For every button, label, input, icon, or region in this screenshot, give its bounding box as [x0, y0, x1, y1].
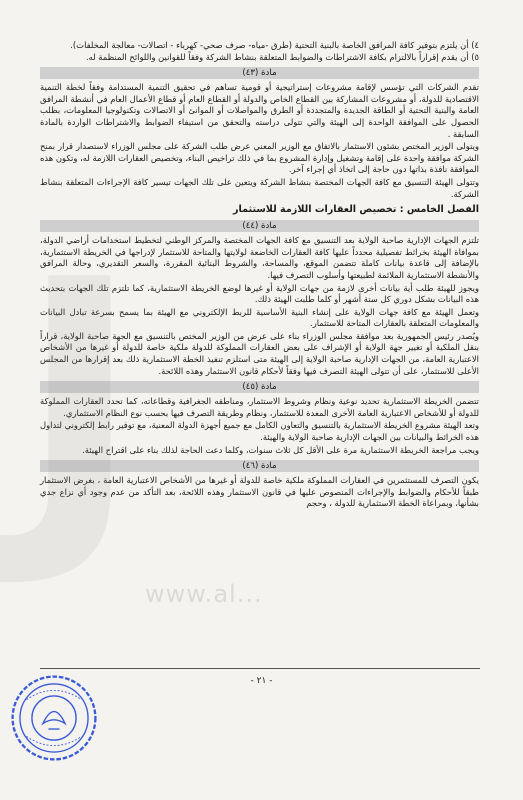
article-heading: مادة (٤٦): [40, 460, 479, 472]
paragraph: وتتولى الهيئة التنسيق مع كافة الجهات المختصة بنشاط الشركة ويتعين على تلك الجهات تيسير كافة الإجراءات المتعلقة بنشاط الشركة.: [40, 176, 479, 199]
paragraph: ويُصدر رئيس الجمهورية بعد موافقة مجلس الوزراء بناء على عرض من الوزير المختص بالتنسيق مع الجهة صاحبة الولاية، قراراً بنقل الملكية أو تغيير جهة الولاية أو الإشراف على بعض العقارات المملوكة للدولة ملكية خاصة للدولة أو غيرها من الأشخاص الاعتبارية العامة، من الجهات الإدارية صاحبة الولاية إلى الهيئة متى استلزم تنفيذ الخطة الاستثمارية ذلك بعد إقرارها من المجلس الأعلى للاستثمار، على أن تتولى الهيئة التصرف فيها وفقاً لأحكام قانون الاستثمار وهذه اللائحة.: [40, 330, 479, 376]
list-item: ٥) أن يقدم إقراراً بالالتزام بكافة الاشتراطات والضوابط المتعلقة بنشاط الشركة وفقاً للقوانين واللوائح المنظمة له.: [85, 51, 479, 62]
paragraph: يكون التصرف للمستثمرين في العقارات المملوكة ملكية خاصة للدولة أو غيرها من الأشخاص الاعتبارية العامة ، بغرض الاستثمار طبقاً للأحكام والضوابط والإجراءات المنصوص عليها في قانون الاستثمار وهذه اللائحة، بعد التأكد من عدم وجود أي نزاع جدي بشأنها، وبمراعاة الخطة الاستثمارية للدولة ، وحجم: [40, 475, 479, 509]
page-number: - ٢١ -: [250, 676, 273, 686]
article-heading: مادة (٤٣): [40, 67, 479, 79]
watermark-letter: J: [18, 210, 141, 594]
paragraph: وتعمل الهيئة مع كافة جهات الولاية على إنشاء البنية الأساسية للربط الإلكتروني مع الهيئة بما يسمح بسرعة تبادل البيانات والمعلومات المتعلقة بالعقارات المتاحة للاستثمار.: [40, 306, 479, 329]
chapter-title: الفصل الخامس : تخصيص العقارات اللازمة للاستثمار: [232, 204, 479, 216]
paragraph: ويتولى الوزير المختص بشئون الاستثمار بالاتفاق مع الوزير المعني عرض طلب الشركة على مجلس الوزراء لاستصدار قرار بمنح الشركة موافقة واحدة على إقامة وتشغيل وإدارة المشروع بما في ذلك تراخيص البناء، وتخصيص العقارات اللازمة له، وتكون هذه الموافقة نافذة بذاتها دون حاجة إلى اتخاذ أي إجراء آخر.: [40, 141, 479, 175]
article-heading: مادة (٤٥): [40, 381, 479, 393]
article-46: [40, 460, 479, 510]
footer-rule: [40, 668, 480, 669]
list-item: ٤) أن يلتزم بتوفير كافة المرافق الخاصة بالبنية التحتية (طرق -مياه- صرف صحي- كهرباء - اتصالات- معالجة المخلفات).: [70, 40, 479, 50]
article-44: [40, 220, 479, 377]
article-45: [40, 381, 479, 456]
paragraph: وتعد الهيئة مشروع الخريطة الاستثمارية بالتنسيق والتعاون الكامل مع جميع أجهزة الدولة المعنية، مع توفير رابط إلكتروني لتداول هذه الخرائط والبيانات بين الجهات الإدارية صاحبة الولاية والهيئة.: [40, 420, 479, 443]
paragraph: ويجب مراجعة الخريطة الاستثمارية مرة على الأقل كل ثلاث سنوات، وكلما دعت الحاجة لذلك بناء على اقتراح الهيئة.: [82, 444, 479, 455]
paragraph: تقدم الشركات التي تؤسس لإقامة مشروعات إستراتيجية أو قومية تساهم في تحقيق التنمية المستدامة وفقاً لخطة التنمية الاقتصادية للدولة، أو مشروعات المشاركة بين القطاع الخاص والدولة أو القطاع العام أو قطاع الأعمال العام في أنشطة المرافق العامة والبنية التحتية أو الطاقة الجديدة والمتجددة أو الطرق والمواصلات أو الموانئ أو الاتصالات وتكنولوجيا المعلومات، بطلب الحصول على الموافقة الواحدة إلى الهيئة والتي تتولى دراسته والتحقق من استيفاء الضوابط والاشتراطات الواردة بالمادة السابقة .: [40, 82, 479, 139]
intro-items: [40, 40, 479, 63]
paragraph: ويجوز للهيئة طلب أية بيانات أخرى لازمة من جهات الولاية أو غيرها لوضع الخريطة الاستثمارية، كما تلتزم تلك الجهات بتحديث هذه البيانات بشكل دوري كل ستة أشهر أو كلما طلبت الهيئة ذلك.: [40, 282, 479, 305]
paragraph: تلتزم الجهات الإدارية صاحبة الولاية بعد التنسيق مع كافة الجهات المختصة والمركز الوطني لتخطيط استخدامات أراضي الدولة، بموافاة الهيئة بخرائط تفصيلية محدداً عليها كافة العقارات الخاضعة لولايتها والمتاحة للاستثمار لإدراجها في الخريطة الاستثمارية، بالإضافة إلى قاعدة بيانات كاملة تتضمن الموقع، والمساحة، والشروط البنائية المقررة، والسعر التقديري، وحالة المرافق والأنشطة الاستثمارية الملائمة لطبيعتها وأسلوب التصرف فيها.: [40, 235, 479, 280]
article-heading: مادة (٤٤): [40, 220, 479, 232]
official-seal-stamp: [8, 672, 100, 764]
watermark-site: www.al...: [145, 580, 263, 608]
paragraph: تتضمن الخريطة الاستثمارية تحديد نوعية ونظام وشروط الاستثمار، ومناطقه الجغرافية وقطاعاته، كما تحدد العقارات المملوكة للدولة أو للأشخاص الاعتبارية العامة الأخرى المعدة للاستثمار، ونظام وطريقة التصرف فيها بحسب نوع النظام الاستثماري.: [40, 396, 479, 418]
article-43: [40, 67, 479, 200]
